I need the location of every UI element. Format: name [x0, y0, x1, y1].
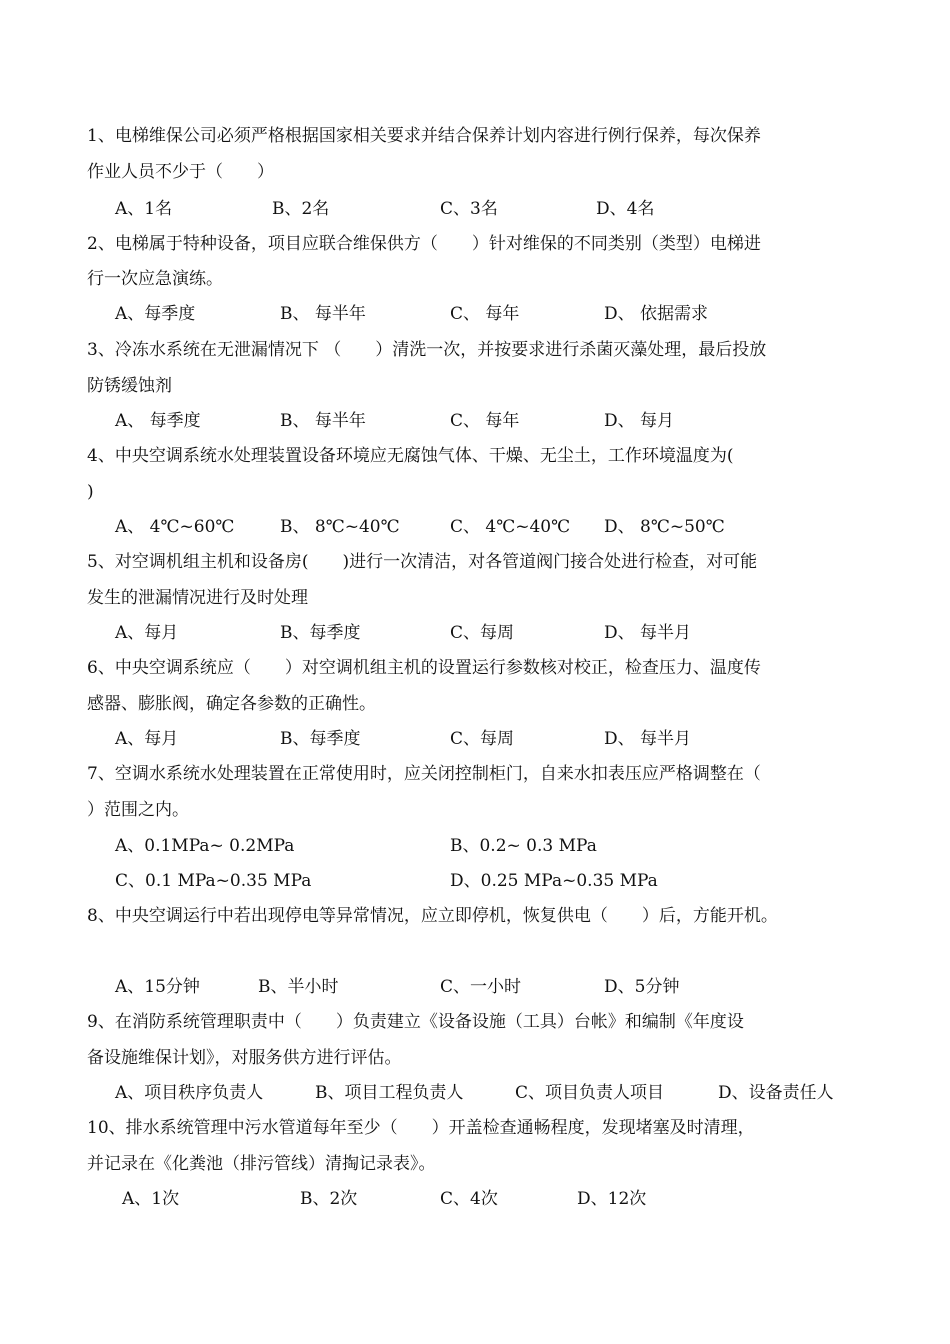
question-6-line-1: 6、中央空调系统应（ ）对空调机组主机的设置运行参数核对校正，检查压力、温度传: [87, 658, 761, 678]
question-10-line-1: 10、排水系统管理中污水管道每年至少（ ）开盖检查通畅程度，发现堵塞及时清理，: [87, 1118, 755, 1138]
question-8-option-d: D、5分钟: [604, 977, 680, 997]
question-10-option-b: B、2次: [300, 1189, 358, 1209]
question-6-option-c: C、每周: [450, 729, 515, 749]
question-8-option-c: C、一小时: [440, 977, 522, 997]
question-3-option-b: B、 每半年: [280, 411, 366, 431]
question-7-option-b: B、0.2~ 0.3 MPa: [450, 836, 597, 856]
question-6-option-b: B、每季度: [280, 729, 361, 749]
question-7-option-a: A、0.1MPa~ 0.2MPa: [115, 836, 295, 856]
question-10-option-a: A、1次: [122, 1189, 180, 1209]
question-5-line-1: 5、对空调机组主机和设备房( )进行一次清洁，对各管道阀门接合处进行检查，对可能: [87, 552, 758, 572]
question-6-option-a: A、每月: [115, 729, 179, 749]
question-2-option-a: A、每季度: [115, 304, 196, 324]
question-4-line-1: 4、中央空调系统水处理装置设备环境应无腐蚀气体、干燥、无尘土，工作环境温度为(: [87, 446, 734, 466]
question-1-line-1: 1、电梯维保公司必须严格根据国家相关要求并结合保养计划内容进行例行保养，每次保养: [87, 126, 761, 146]
question-9-line-1: 9、在消防系统管理职责中（ ）负责建立《设备设施（工具）台帐》和编制《年度设: [87, 1012, 744, 1032]
question-4-option-c: C、 4℃~40℃: [450, 517, 571, 537]
question-2-option-d: D、 依据需求: [604, 304, 709, 324]
question-4-option-d: D、 8℃~50℃: [604, 517, 725, 537]
question-7-line-2: ）范围之内。: [87, 800, 189, 820]
question-8-line-1: 8、中央空调运行中若出现停电等异常情况，应立即停机，恢复供电（ ）后，方能开机。: [87, 906, 778, 926]
question-2-option-c: C、 每年: [450, 304, 520, 324]
question-1-option-a: A、1名: [115, 199, 173, 219]
question-4-option-b: B、 8℃~40℃: [280, 517, 400, 537]
question-3-option-a: A、 每季度: [115, 411, 201, 431]
question-2-option-b: B、 每半年: [280, 304, 366, 324]
question-10-line-2: 并记录在《化粪池（排污管线）清掏记录表》。: [87, 1154, 436, 1174]
question-3-line-2: 防锈缓蚀剂: [87, 376, 172, 396]
question-9-option-d: D、设备责任人: [718, 1083, 834, 1103]
question-8-option-b: B、半小时: [258, 977, 339, 997]
question-5-option-a: A、每月: [115, 623, 179, 643]
question-9-line-2: 备设施维保计划》，对服务供方进行评估。: [87, 1048, 402, 1068]
question-7-line-1: 7、空调水系统水处理装置在正常使用时，应关闭控制柜门，自来水扣表压应严格调整在（: [87, 764, 761, 784]
question-2-line-2: 行一次应急演练。: [87, 269, 223, 289]
question-5-line-2: 发生的泄漏情况进行及时处理: [87, 588, 308, 608]
question-10-option-d: D、12次: [577, 1189, 647, 1209]
question-7-option-c: C、0.1 MPa~0.35 MPa: [115, 871, 312, 891]
question-5-option-b: B、每季度: [280, 623, 361, 643]
question-1-line-2: 作业人员不少于（ ）: [87, 162, 274, 182]
question-6-line-2: 感器、膨胀阀，确定各参数的正确性。: [87, 694, 376, 714]
question-1-option-d: D、4名: [596, 199, 655, 219]
question-3-line-1: 3、冷冻水系统在无泄漏情况下 （ ）清洗一次，并按要求进行杀菌灭藻处理，最后投放: [87, 340, 767, 360]
question-7-option-d: D、0.25 MPa~0.35 MPa: [450, 871, 658, 891]
question-9-option-a: A、项目秩序负责人: [115, 1083, 264, 1103]
question-6-option-d: D、 每半月: [604, 729, 692, 749]
question-1-option-c: C、3名: [440, 199, 498, 219]
question-4-line-2: ): [87, 482, 94, 502]
question-9-option-b: B、项目工程负责人: [315, 1083, 464, 1103]
question-5-option-c: C、每周: [450, 623, 515, 643]
question-9-option-c: C、项目负责人项目: [515, 1083, 665, 1103]
question-10-option-c: C、4次: [440, 1189, 498, 1209]
question-8-option-a: A、15分钟: [115, 977, 200, 997]
question-2-line-1: 2、电梯属于特种设备，项目应联合维保供方（ ）针对维保的不同类别（类型）电梯进: [87, 234, 761, 254]
question-3-option-d: D、 每月: [604, 411, 675, 431]
question-1-option-b: B、2名: [272, 199, 330, 219]
question-4-option-a: A、 4℃~60℃: [115, 517, 235, 537]
question-5-option-d: D、 每半月: [604, 623, 692, 643]
question-3-option-c: C、 每年: [450, 411, 520, 431]
